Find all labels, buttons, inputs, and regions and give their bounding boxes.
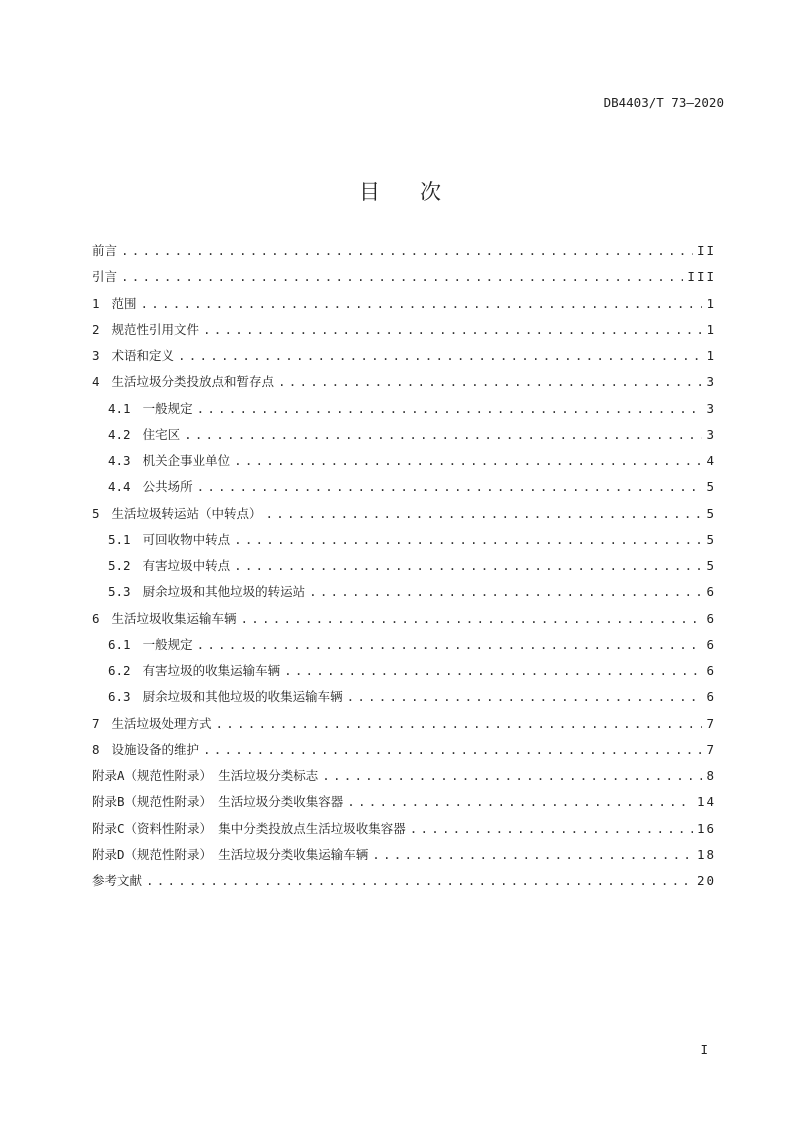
dot-leader	[216, 714, 703, 734]
toc-entry[interactable]	[92, 740, 716, 766]
dot-leader	[184, 425, 702, 445]
dot-leader	[197, 399, 703, 419]
toc-entry-label: 有害垃圾中转点	[142, 558, 231, 573]
toc-entry-label: 生活垃圾处理方式	[111, 715, 212, 731]
toc-entry-page: 5	[706, 531, 716, 547]
toc-entry-label: 一般规定	[142, 400, 193, 416]
toc-entry-number: 2	[92, 321, 100, 337]
toc-entry-number: 7	[92, 715, 100, 731]
toc-entry-label: 附录C（资料性附录） 集中分类投放点生活垃圾收集容器	[92, 820, 406, 836]
toc-entry-label: 厨余垃圾和其他垃圾的收集运输车辆	[142, 689, 343, 705]
toc-entry[interactable]	[92, 504, 716, 530]
toc-entry[interactable]	[92, 477, 716, 503]
toc-entry-page: 6	[706, 689, 716, 705]
toc-entry-page: II	[696, 243, 716, 258]
toc-entry-page: III	[687, 269, 716, 285]
toc-entry-page: 7	[706, 715, 716, 731]
dot-leader	[121, 267, 683, 287]
dot-leader	[197, 477, 703, 497]
toc-entry-number: 6.2	[108, 663, 131, 678]
toc-entry-page: 8	[706, 768, 716, 783]
dot-leader	[309, 582, 702, 602]
toc-entry[interactable]	[92, 320, 716, 346]
toc-entry[interactable]	[92, 609, 716, 635]
toc-entry[interactable]	[92, 425, 716, 451]
toc-entry-label: 引言	[92, 269, 118, 285]
toc-entry-page: 1	[706, 321, 716, 337]
dot-leader	[347, 792, 693, 812]
toc-entry[interactable]	[92, 792, 716, 818]
toc-entry-label: 前言	[92, 243, 118, 258]
toc-entry-page: 20	[696, 873, 716, 888]
dot-leader	[410, 819, 693, 839]
toc-entry[interactable]	[92, 346, 716, 372]
toc-entry-number: 4.3	[108, 453, 131, 468]
dot-leader	[203, 320, 702, 340]
toc-entry-page: 14	[696, 794, 716, 810]
toc-entry[interactable]	[92, 714, 716, 740]
toc-entry-label: 可回收物中转点	[142, 531, 231, 547]
toc-entry-page: 16	[696, 820, 716, 836]
table-of-contents	[92, 241, 716, 897]
toc-entry-page: 6	[706, 610, 716, 626]
toc-entry-number: 5.1	[108, 531, 131, 547]
dot-leader	[203, 740, 702, 760]
toc-entry[interactable]	[92, 372, 716, 398]
toc-entry[interactable]	[92, 582, 716, 608]
toc-entry-number: 6.1	[108, 636, 131, 652]
dot-leader	[278, 372, 702, 392]
dot-leader	[322, 766, 702, 786]
toc-entry-page: 3	[706, 374, 716, 390]
toc-entry-label: 附录A（规范性附录） 生活垃圾分类标志	[92, 768, 319, 783]
toc-entry[interactable]	[92, 556, 716, 582]
toc-entry-number: 1	[92, 295, 100, 311]
toc-entry[interactable]	[92, 294, 716, 320]
toc-entry[interactable]	[92, 530, 716, 556]
toc-entry-label: 参考文献	[92, 873, 143, 888]
page-number: I	[700, 1042, 708, 1057]
toc-entry-number: 4.2	[108, 426, 131, 442]
toc-entry[interactable]	[92, 661, 716, 687]
toc-entry-label: 生活垃圾分类投放点和暂存点	[111, 374, 275, 390]
dot-leader	[241, 609, 703, 629]
toc-entry-page: 6	[706, 584, 716, 600]
toc-entry[interactable]	[92, 819, 716, 845]
toc-entry[interactable]	[92, 241, 716, 267]
toc-entry-number: 4.4	[108, 479, 131, 495]
toc-entry-page: 4	[706, 453, 716, 468]
toc-entry-label: 生活垃圾转运站（中转点）	[111, 505, 262, 521]
dot-leader	[146, 871, 693, 891]
toc-entry-label: 有害垃圾的收集运输车辆	[142, 663, 281, 678]
toc-entry[interactable]	[92, 687, 716, 713]
toc-entry-number: 8	[92, 741, 100, 757]
title-char: 目	[359, 180, 380, 204]
toc-entry-label: 附录D（规范性附录） 生活垃圾分类收集运输车辆	[92, 846, 369, 862]
dot-leader	[284, 661, 702, 681]
toc-entry-page: 5	[706, 505, 716, 521]
toc-entry-label: 住宅区	[142, 426, 181, 442]
toc-entry-label: 公共场所	[142, 479, 193, 495]
toc-entry-page: 3	[706, 426, 716, 442]
toc-entry-page: 5	[706, 479, 716, 495]
toc-entry-label: 设施设备的维护	[111, 741, 200, 757]
toc-entry-page: 3	[706, 400, 716, 416]
dot-leader	[372, 845, 693, 865]
toc-entry-label: 机关企事业单位	[142, 453, 231, 468]
toc-entry-page: 1	[706, 348, 716, 363]
toc-entry-label: 一般规定	[142, 636, 193, 652]
dot-leader	[234, 530, 702, 550]
page-title	[0, 176, 800, 206]
toc-entry-number: 5	[92, 505, 100, 521]
dot-leader	[141, 294, 703, 314]
dot-leader	[121, 241, 693, 261]
dot-leader	[178, 346, 702, 366]
toc-entry-number: 5.2	[108, 558, 131, 573]
toc-entry-label: 附录B（规范性附录） 生活垃圾分类收集容器	[92, 794, 344, 810]
toc-entry-label: 范围	[111, 295, 137, 311]
toc-entry-number: 3	[92, 348, 100, 363]
title-char: 次	[420, 180, 441, 204]
toc-entry-page: 6	[706, 663, 716, 678]
toc-entry[interactable]	[92, 451, 716, 477]
toc-entry-label: 厨余垃圾和其他垃圾的转运站	[142, 584, 306, 600]
toc-entry[interactable]	[92, 845, 716, 871]
dot-leader	[197, 635, 703, 655]
dot-leader	[234, 451, 702, 471]
toc-entry[interactable]	[92, 871, 716, 897]
toc-entry-page: 1	[706, 295, 716, 311]
dot-leader	[266, 504, 703, 524]
toc-entry-label: 术语和定义	[111, 348, 175, 363]
dot-leader	[347, 687, 703, 707]
toc-entry-number: 6	[92, 610, 100, 626]
toc-entry-number: 4	[92, 374, 100, 390]
toc-entry[interactable]	[92, 267, 716, 293]
toc-entry-number: 6.3	[108, 689, 131, 705]
toc-entry-number: 4.1	[108, 400, 131, 416]
toc-entry-number: 5.3	[108, 584, 131, 600]
toc-entry[interactable]	[92, 399, 716, 425]
toc-entry[interactable]	[92, 766, 716, 792]
toc-entry-page: 7	[706, 741, 716, 757]
toc-entry[interactable]	[92, 635, 716, 661]
dot-leader	[234, 556, 702, 576]
toc-entry-page: 6	[706, 636, 716, 652]
toc-entry-page: 5	[706, 558, 716, 573]
toc-entry-label: 生活垃圾收集运输车辆	[111, 610, 237, 626]
toc-entry-page: 18	[696, 846, 716, 862]
document-code: DB4403/T 73—2020	[603, 95, 724, 110]
toc-entry-label: 规范性引用文件	[111, 321, 200, 337]
